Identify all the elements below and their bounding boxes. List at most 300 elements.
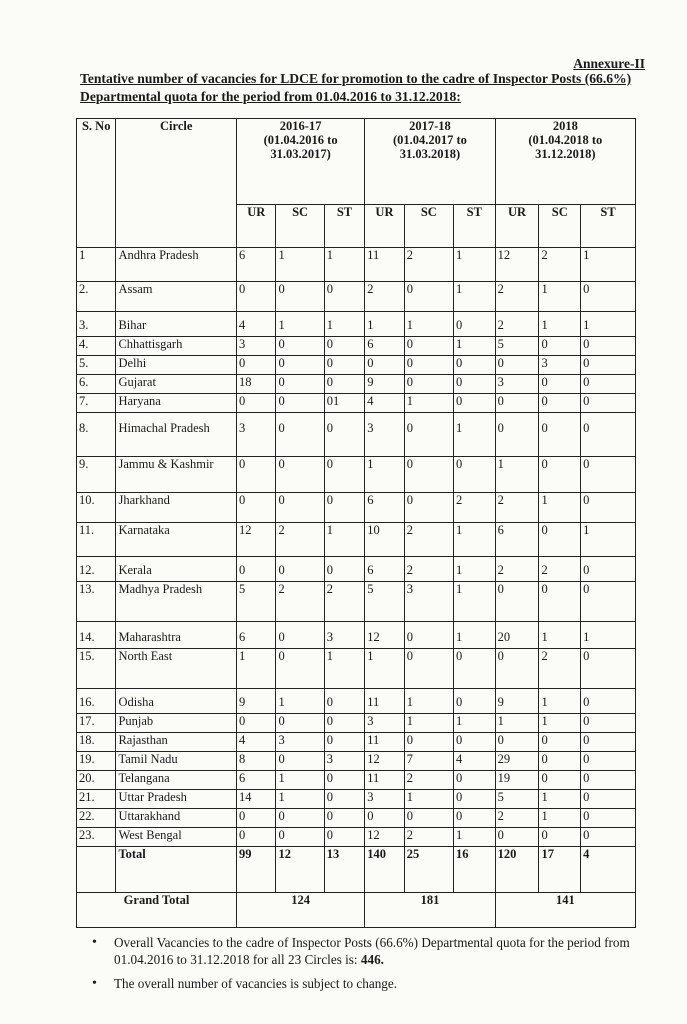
value-cell: 0 — [404, 809, 453, 828]
value-cell: 0 — [365, 356, 404, 375]
total-sno-cell — [77, 847, 116, 893]
value-cell: 0 — [276, 828, 324, 847]
circle-cell: West Bengal — [116, 828, 237, 847]
value-cell: 1 — [539, 714, 581, 733]
value-cell: 2 — [404, 828, 453, 847]
value-cell: 1 — [454, 337, 496, 356]
value-cell: 11 — [365, 771, 404, 790]
value-cell: 0 — [581, 457, 636, 493]
total-cell: 120 — [495, 847, 539, 893]
value-cell: 1 — [539, 282, 581, 312]
value-cell: 2 — [539, 649, 581, 689]
circle-cell: Rajasthan — [116, 733, 237, 752]
value-cell: 6 — [237, 248, 276, 282]
table-row — [77, 752, 636, 771]
sno-cell: 17. — [77, 714, 116, 733]
sno-cell: 10. — [77, 493, 116, 523]
year-period: (01.04.2018 to 31.12.2018) — [528, 133, 603, 161]
grand-total-label: Grand Total — [77, 893, 237, 928]
table-row — [77, 312, 636, 337]
value-cell: 9 — [495, 689, 539, 714]
year-period: (01.04.2016 to 31.03.2017) — [263, 133, 338, 161]
sno-cell: 3. — [77, 312, 116, 337]
sno-cell: 21. — [77, 790, 116, 809]
table-row — [77, 689, 636, 714]
value-cell: 8 — [237, 752, 276, 771]
value-cell: 0 — [454, 375, 496, 394]
circle-header: Circle — [116, 119, 237, 248]
circle-cell: Uttarakhand — [116, 809, 237, 828]
circle-cell: Chhattisgarh — [116, 337, 237, 356]
table-row — [77, 282, 636, 312]
table-row — [77, 582, 636, 622]
value-cell: 0 — [454, 457, 496, 493]
value-cell: 0 — [454, 790, 496, 809]
circle-cell: Haryana — [116, 394, 237, 413]
value-cell: 0 — [324, 413, 365, 457]
year-label: 2017-18 — [409, 119, 451, 133]
value-cell: 1 — [454, 557, 496, 582]
value-cell: 0 — [581, 356, 636, 375]
value-cell: 1 — [276, 248, 324, 282]
sno-cell: 4. — [77, 337, 116, 356]
value-cell: 0 — [237, 809, 276, 828]
value-cell: 0 — [539, 337, 581, 356]
total-cell: 4 — [581, 847, 636, 893]
value-cell: 2 — [404, 771, 453, 790]
value-cell: 2 — [495, 282, 539, 312]
value-cell: 4 — [365, 394, 404, 413]
value-cell: 0 — [324, 557, 365, 582]
value-cell: 0 — [324, 457, 365, 493]
total-label: Total — [116, 847, 237, 893]
value-cell: 0 — [404, 337, 453, 356]
year-label: 2018 — [552, 119, 578, 133]
value-cell: 0 — [324, 689, 365, 714]
value-cell: 1 — [276, 689, 324, 714]
value-cell: 0 — [454, 733, 496, 752]
value-cell: 0 — [581, 493, 636, 523]
sno-cell: 1 — [77, 248, 116, 282]
value-cell: 0 — [324, 337, 365, 356]
grand-total-2016-17: 124 — [237, 893, 365, 928]
value-cell: 0 — [237, 457, 276, 493]
table-row — [77, 523, 636, 557]
table-row — [77, 733, 636, 752]
value-cell: 1 — [324, 248, 365, 282]
value-cell: 4 — [237, 312, 276, 337]
value-cell: 0 — [324, 282, 365, 312]
sno-cell: 16. — [77, 689, 116, 714]
value-cell: 0 — [581, 828, 636, 847]
table-body — [77, 248, 636, 847]
value-cell: 0 — [539, 828, 581, 847]
value-cell: 2 — [495, 493, 539, 523]
value-cell: 2 — [365, 282, 404, 312]
value-cell: 3 — [237, 337, 276, 356]
value-cell: 0 — [276, 413, 324, 457]
value-cell: 3 — [365, 790, 404, 809]
grand-total-2017-18: 181 — [365, 893, 495, 928]
value-cell: 0 — [539, 394, 581, 413]
value-cell: 0 — [454, 809, 496, 828]
sub-header-st: ST — [581, 205, 636, 248]
total-cell: 12 — [276, 847, 324, 893]
value-cell: 0 — [324, 809, 365, 828]
sno-cell: 11. — [77, 523, 116, 557]
value-cell: 0 — [404, 375, 453, 394]
circle-cell: Jharkhand — [116, 493, 237, 523]
circle-cell: Himachal Pradesh — [116, 413, 237, 457]
circle-cell: Gujarat — [116, 375, 237, 394]
value-cell: 1 — [237, 649, 276, 689]
value-cell: 0 — [581, 649, 636, 689]
year-header-2018 — [495, 119, 635, 205]
value-cell: 0 — [276, 356, 324, 375]
value-cell: 1 — [539, 809, 581, 828]
sno-cell: 8. — [77, 413, 116, 457]
value-cell: 3 — [276, 733, 324, 752]
value-cell: 1 — [276, 312, 324, 337]
table-row — [77, 375, 636, 394]
value-cell: 2 — [454, 493, 496, 523]
note-text — [114, 934, 652, 968]
total-cell: 16 — [454, 847, 496, 893]
value-cell: 0 — [276, 622, 324, 649]
value-cell: 0 — [404, 282, 453, 312]
value-cell: 0 — [581, 282, 636, 312]
note-item — [92, 934, 652, 968]
value-cell: 0 — [324, 828, 365, 847]
value-cell: 6 — [365, 493, 404, 523]
grand-total-2018: 141 — [495, 893, 635, 928]
value-cell: 0 — [324, 790, 365, 809]
year-label: 2016-17 — [279, 119, 322, 133]
circle-cell: Telangana — [116, 771, 237, 790]
value-cell: 0 — [404, 733, 453, 752]
sub-header-st: ST — [324, 205, 365, 248]
value-cell: 0 — [495, 828, 539, 847]
value-cell: 0 — [276, 649, 324, 689]
value-cell: 3 — [324, 622, 365, 649]
note-item — [92, 975, 652, 992]
value-cell: 9 — [365, 375, 404, 394]
table-row — [77, 649, 636, 689]
value-cell: 1 — [454, 282, 496, 312]
value-cell: 0 — [539, 413, 581, 457]
value-cell: 0 — [276, 752, 324, 771]
value-cell: 1 — [324, 523, 365, 557]
table-row — [77, 828, 636, 847]
value-cell: 0 — [495, 394, 539, 413]
value-cell: 2 — [539, 557, 581, 582]
value-cell: 0 — [276, 394, 324, 413]
value-cell: 0 — [581, 790, 636, 809]
value-cell: 1 — [539, 312, 581, 337]
value-cell: 0 — [581, 809, 636, 828]
sno-cell: 2. — [77, 282, 116, 312]
table-row — [77, 413, 636, 457]
value-cell: 1 — [539, 622, 581, 649]
value-cell: 0 — [581, 752, 636, 771]
value-cell: 2 — [324, 582, 365, 622]
value-cell: 6 — [237, 622, 276, 649]
value-cell: 1 — [539, 689, 581, 714]
value-cell: 0 — [581, 689, 636, 714]
circle-cell: Karnataka — [116, 523, 237, 557]
value-cell: 1 — [454, 622, 496, 649]
value-cell: 11 — [365, 248, 404, 282]
total-cell: 99 — [237, 847, 276, 893]
value-cell: 9 — [237, 689, 276, 714]
value-cell: 19 — [495, 771, 539, 790]
value-cell: 0 — [276, 809, 324, 828]
value-cell: 0 — [454, 689, 496, 714]
circle-cell: Tamil Nadu — [116, 752, 237, 771]
sno-header: S. No — [77, 119, 116, 248]
value-cell: 2 — [495, 809, 539, 828]
value-cell: 0 — [454, 771, 496, 790]
circle-cell: Andhra Pradesh — [116, 248, 237, 282]
note-overall-value: 446. — [360, 952, 384, 967]
value-cell: 0 — [276, 557, 324, 582]
value-cell: 1 — [581, 248, 636, 282]
sub-header-sc: SC — [404, 205, 453, 248]
table-row — [77, 493, 636, 523]
value-cell: 0 — [495, 649, 539, 689]
table-row — [77, 457, 636, 493]
sno-cell: 23. — [77, 828, 116, 847]
circle-cell: Delhi — [116, 356, 237, 375]
sno-cell: 9. — [77, 457, 116, 493]
value-cell: 0 — [539, 582, 581, 622]
table-row — [77, 337, 636, 356]
value-cell: 1 — [324, 312, 365, 337]
value-cell: 5 — [495, 790, 539, 809]
value-cell: 1 — [581, 622, 636, 649]
value-cell: 0 — [324, 733, 365, 752]
total-cell: 13 — [324, 847, 365, 893]
value-cell: 18 — [237, 375, 276, 394]
value-cell: 0 — [454, 394, 496, 413]
sno-cell: 14. — [77, 622, 116, 649]
bullet-icon: • — [92, 935, 97, 950]
value-cell: 0 — [324, 375, 365, 394]
year-header-2016-17 — [237, 119, 365, 205]
table-row — [77, 356, 636, 375]
value-cell: 0 — [276, 375, 324, 394]
value-cell: 6 — [365, 557, 404, 582]
sno-cell: 5. — [77, 356, 116, 375]
value-cell: 1 — [539, 790, 581, 809]
value-cell: 0 — [237, 394, 276, 413]
year-header-2017-18 — [365, 119, 495, 205]
sno-cell: 6. — [77, 375, 116, 394]
value-cell: 0 — [581, 557, 636, 582]
value-cell: 0 — [581, 714, 636, 733]
value-cell: 1 — [454, 828, 496, 847]
total-cell: 25 — [404, 847, 453, 893]
value-cell: 1 — [454, 413, 496, 457]
value-cell: 20 — [495, 622, 539, 649]
value-cell: 0 — [581, 413, 636, 457]
value-cell: 1 — [404, 312, 453, 337]
value-cell: 0 — [237, 828, 276, 847]
value-cell: 0 — [581, 733, 636, 752]
circle-cell: Bihar — [116, 312, 237, 337]
value-cell: 0 — [324, 714, 365, 733]
value-cell: 0 — [276, 337, 324, 356]
value-cell: 0 — [324, 356, 365, 375]
circle-cell: Odisha — [116, 689, 237, 714]
sno-cell: 13. — [77, 582, 116, 622]
value-cell: 0 — [495, 413, 539, 457]
bullet-icon: • — [92, 976, 97, 991]
sno-cell: 19. — [77, 752, 116, 771]
value-cell: 1 — [404, 394, 453, 413]
value-cell: 0 — [495, 582, 539, 622]
sno-cell: 20. — [77, 771, 116, 790]
value-cell: 1 — [495, 457, 539, 493]
value-cell: 2 — [276, 582, 324, 622]
table-row — [77, 622, 636, 649]
value-cell: 12 — [237, 523, 276, 557]
table-row — [77, 557, 636, 582]
value-cell: 6 — [495, 523, 539, 557]
value-cell: 0 — [237, 557, 276, 582]
value-cell: 12 — [365, 622, 404, 649]
value-cell: 12 — [365, 752, 404, 771]
value-cell: 1 — [581, 312, 636, 337]
sub-header-ur: UR — [365, 205, 404, 248]
value-cell: 12 — [495, 248, 539, 282]
value-cell: 1 — [539, 493, 581, 523]
value-cell: 3 — [404, 582, 453, 622]
value-cell: 0 — [237, 493, 276, 523]
table-row — [77, 809, 636, 828]
value-cell: 0 — [539, 733, 581, 752]
value-cell: 1 — [454, 714, 496, 733]
value-cell: 1 — [276, 771, 324, 790]
table-row — [77, 790, 636, 809]
value-cell: 0 — [495, 733, 539, 752]
vacancy-table — [76, 118, 636, 928]
circle-cell: Punjab — [116, 714, 237, 733]
value-cell: 1 — [454, 582, 496, 622]
value-cell: 4 — [454, 752, 496, 771]
value-cell: 1 — [454, 248, 496, 282]
value-cell: 0 — [365, 809, 404, 828]
value-cell: 0 — [581, 394, 636, 413]
value-cell: 7 — [404, 752, 453, 771]
table-row — [77, 771, 636, 790]
sno-cell: 7. — [77, 394, 116, 413]
table-row — [77, 248, 636, 282]
value-cell: 5 — [495, 337, 539, 356]
value-cell: 2 — [404, 523, 453, 557]
value-cell: 0 — [404, 649, 453, 689]
value-cell: 0 — [237, 356, 276, 375]
value-cell: 0 — [276, 714, 324, 733]
value-cell: 29 — [495, 752, 539, 771]
circle-cell: Maharashtra — [116, 622, 237, 649]
value-cell: 6 — [365, 337, 404, 356]
value-cell: 1 — [454, 523, 496, 557]
value-cell: 0 — [276, 457, 324, 493]
value-cell: 0 — [581, 375, 636, 394]
document-title: Tentative number of vacancies for LDCE for promotion to the cadre of Inspector Posts (66.6%) Departmental quota for the period from 01.04.2016 to 31.12.2018: — [80, 71, 632, 104]
value-cell: 1 — [365, 649, 404, 689]
value-cell: 3 — [324, 752, 365, 771]
value-cell: 0 — [237, 282, 276, 312]
value-cell: 0 — [276, 493, 324, 523]
value-cell: 2 — [539, 248, 581, 282]
value-cell: 1 — [404, 689, 453, 714]
value-cell: 1 — [404, 790, 453, 809]
value-cell: 0 — [581, 771, 636, 790]
value-cell: 0 — [454, 312, 496, 337]
circle-cell: Madhya Pradesh — [116, 582, 237, 622]
value-cell: 11 — [365, 689, 404, 714]
value-cell: 0 — [404, 457, 453, 493]
value-cell: 4 — [237, 733, 276, 752]
total-cell: 17 — [539, 847, 581, 893]
value-cell: 1 — [365, 457, 404, 493]
circle-cell: Uttar Pradesh — [116, 790, 237, 809]
note-change-text: The overall number of vacancies is subject to change. — [114, 976, 398, 991]
sub-header-ur: UR — [495, 205, 539, 248]
value-cell: 2 — [404, 248, 453, 282]
circle-cell: North East — [116, 649, 237, 689]
value-cell: 0 — [404, 413, 453, 457]
value-cell: 5 — [237, 582, 276, 622]
total-cell: 140 — [365, 847, 404, 893]
value-cell: 01 — [324, 394, 365, 413]
value-cell: 0 — [539, 771, 581, 790]
sno-cell: 18. — [77, 733, 116, 752]
sub-header-ur: UR — [237, 205, 276, 248]
value-cell: 14 — [237, 790, 276, 809]
value-cell: 0 — [581, 337, 636, 356]
value-cell: 0 — [404, 622, 453, 649]
value-cell: 5 — [365, 582, 404, 622]
value-cell: 0 — [539, 752, 581, 771]
value-cell: 0 — [495, 356, 539, 375]
value-cell: 3 — [237, 413, 276, 457]
value-cell: 2 — [276, 523, 324, 557]
value-cell: 0 — [581, 582, 636, 622]
value-cell: 1 — [404, 714, 453, 733]
sub-header-sc: SC — [539, 205, 581, 248]
value-cell: 1 — [276, 790, 324, 809]
value-cell: 3 — [365, 714, 404, 733]
value-cell: 0 — [237, 714, 276, 733]
sub-header-sc: SC — [276, 205, 324, 248]
value-cell: 1 — [365, 312, 404, 337]
value-cell: 1 — [324, 649, 365, 689]
value-cell: 3 — [539, 356, 581, 375]
value-cell: 2 — [495, 312, 539, 337]
sno-cell: 22. — [77, 809, 116, 828]
value-cell: 3 — [495, 375, 539, 394]
value-cell: 0 — [276, 282, 324, 312]
value-cell: 11 — [365, 733, 404, 752]
sno-cell: 12. — [77, 557, 116, 582]
circle-cell: Jammu & Kashmir — [116, 457, 237, 493]
value-cell: 0 — [404, 356, 453, 375]
circle-cell: Kerala — [116, 557, 237, 582]
sub-header-st: ST — [454, 205, 496, 248]
